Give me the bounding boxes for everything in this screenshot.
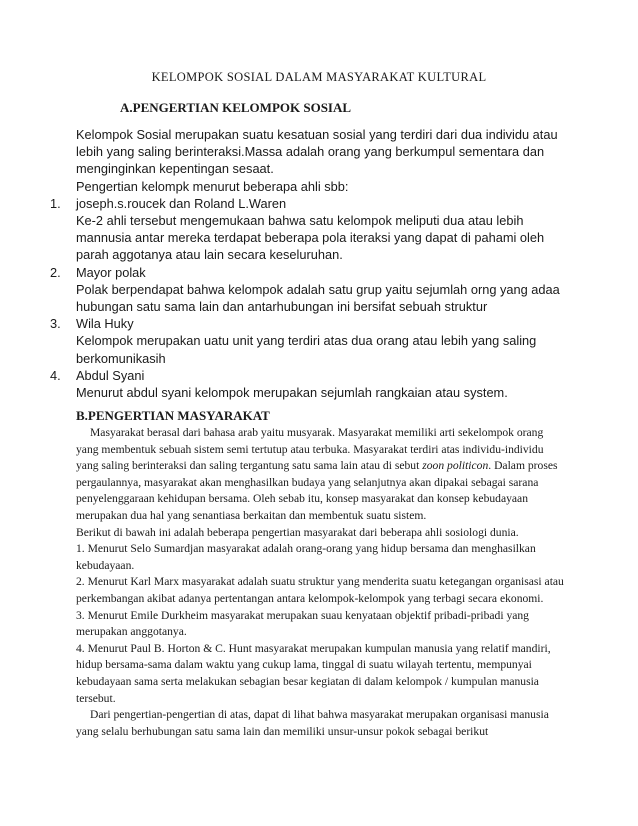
section-b-closing: Dari pengertian-pengertian di atas, dapat di lihat bahwa masyarakat merupakan organisasi manusia yang selalu berhubungan satu sama lain dan memiliki unsur-unsur pokok sebagai berikut bbox=[76, 708, 549, 738]
list-item-text: Ke-2 ahli tersebut mengemukaan bahwa satu kelompok meliputi dua atau lebih mannusia antar mereka terdapat beberapa pola iteraksi yang dapat di pahami oleh parah aggotanya atau lain secara keseluruhan. bbox=[76, 213, 545, 263]
list-item-number: 1. bbox=[50, 195, 61, 211]
paragraph-text-start: Masyarakat berasal dari bahasa arab yaitu musyarak. Masyarakat memiliki arti sekelompok orang yang membentuk sebuah sistem semi tertutup atau terbuka. Masyarakat terdiri atas individu-individu yang saling berinteraksi dan saling tergantung satu sama lain atau di sebut bbox=[76, 426, 544, 473]
list-item bbox=[50, 315, 570, 367]
list-item: 1. Menurut Selo Sumardjan masyarakat adalah orang-orang yang hidup bersama dan menghasilkan kebudayaan. bbox=[76, 542, 536, 572]
list-item-number: 3. bbox=[50, 316, 61, 332]
list-item-name: joseph.s.roucek dan Roland L.Waren bbox=[76, 195, 287, 211]
list-item-text: Polak berpendapat bahwa kelompok adalah satu grup yaitu sejumlah orng yang adaa hubungan satu sama lain dan antarhubungan ini bersifat sebuah struktur bbox=[76, 281, 560, 315]
list-item: 2. Menurut Karl Marx masyarakat adalah suatu struktur yang menderita suatu ketegangan organisasi atau perkembangan akibat adanya pertentangan antara kelompok-kelompok yang terbagi secara ekonomi. bbox=[76, 575, 564, 605]
list-item-number: 4. bbox=[50, 367, 61, 383]
paragraph-text-end: . Dalam proses pergaulannya, masyarakat akan menghasilkan budaya yang selanjutnya akan dipakai sebagai sarana penyelenggaraan kehidupan bersama. Oleh sebab itu, konsep masyarakat dan konsep kebudayaan merupakan dua hal yang senantiasa berkaitan dan membentuk suatu sistem. bbox=[76, 459, 558, 522]
list-item: 4. Menurut Paul B. Horton & C. Hunt masyarakat merupakan kumpulan manusia yang relatif mandiri, hidup bersama-sama dalam waktu yang cukup lama, tinggal di suatu wilayah tertentu, mempunyai kebudayaan sama serta melakukan sebagian besar kegiatan di dalam kelompok / kumpulan manusia tersebut. bbox=[76, 641, 551, 705]
section-b-paragraph bbox=[76, 425, 566, 525]
section-a-lead: Pengertian kelompk menurut beberapa ahli sbb: bbox=[76, 178, 349, 194]
list-item: 3. Menurut Emile Durkheim masyarakat merupakan suau kenyataan objektif pribadi-pribadi yang merupakan anggotanya. bbox=[76, 608, 529, 639]
list-item-name: Mayor polak bbox=[76, 264, 146, 280]
list-item bbox=[50, 367, 570, 401]
list-item-text: Menurut abdul syani kelompok merupakan sejumlah rangkaian atau system. bbox=[76, 385, 508, 401]
section-b-heading: B.PENGERTIAN MASYARAKAT bbox=[76, 408, 270, 423]
paragraph-italic-term: zoon politicon bbox=[422, 459, 489, 473]
section-a-heading: A.PENGERTIAN KELOMPOK SOSIAL bbox=[120, 100, 352, 115]
section-a-intro: Kelompok Sosial merupakan suatu kesatuan sosial yang terdiri dari dua individu atau lebih yang saling berinteraksi.Massa adalah orang yang berkumpul sementara dan menginginkan kepentingan sesaat. bbox=[76, 127, 558, 177]
list-item-name: Wila Huky bbox=[76, 316, 134, 332]
section-b-body bbox=[76, 425, 566, 740]
list-item bbox=[50, 195, 570, 264]
section-a-body bbox=[50, 126, 570, 401]
list-item bbox=[50, 264, 570, 316]
section-b-lead: Berikut di bawah ini adalah beberapa pengertian masyarakat dari beberapa ahli sosiologi dunia. bbox=[76, 525, 519, 539]
document-title: KELOMPOK SOSIAL DALAM MASYARAKAT KULTURAL bbox=[151, 70, 487, 84]
list-item-number: 2. bbox=[50, 264, 61, 280]
list-item-name: Abdul Syani bbox=[76, 367, 145, 383]
list-item-text: Kelompok merupakan uatu unit yang terdiri atas dua orang atau lebih yang saling berkomunikasih bbox=[76, 333, 537, 366]
